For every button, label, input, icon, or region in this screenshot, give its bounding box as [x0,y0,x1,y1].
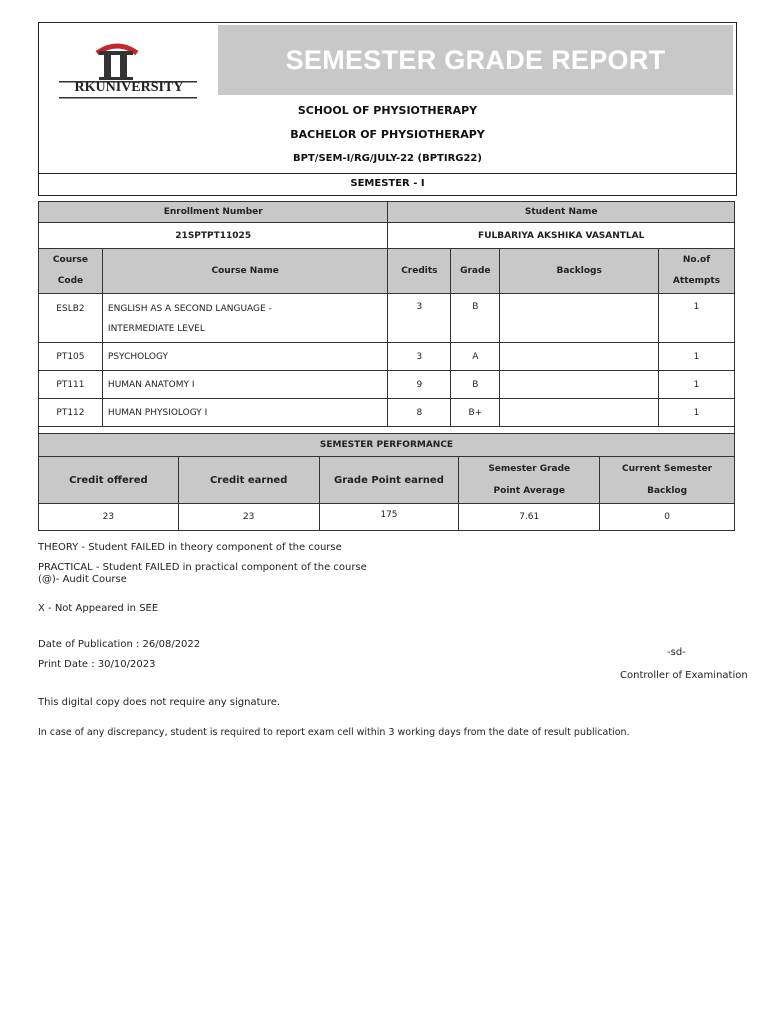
course-grade: A [451,343,500,371]
course-name: HUMAN ANATOMY I [102,371,387,399]
exam-code: BPT/SEM-I/RG/JULY-22 (BPTIRG22) [293,153,482,164]
digital-copy-note: This digital copy does not require any signature. [38,697,281,708]
course-credits: 8 [388,399,451,427]
grade-header: Grade [451,249,500,294]
credit-offered-header: Credit offered [39,457,179,504]
sgpa-header [459,457,600,504]
table-row [39,371,735,399]
course-backlogs [500,399,659,427]
school-name: SCHOOL OF PHYSIOTHERAPY [297,104,478,117]
course-backlogs [500,371,659,399]
performance-table [38,433,735,531]
table-row [39,343,735,371]
course-code: PT112 [39,399,103,427]
note-audit: (@)- Audit Course [38,574,127,585]
course-credits: 3 [388,294,451,343]
report-header [39,23,736,174]
grade-point-header: Grade Point earned [319,457,459,504]
course-name-line1: ENGLISH AS A SECOND LANGUAGE - [107,304,272,314]
backlog-header-line1: Current Semester [622,464,713,474]
program-name: BACHELOR OF PHYSIOTHERAPY [290,128,485,141]
course-attempts: 1 [659,294,735,343]
course-code-header-line2: Code [57,276,84,286]
course-code: ESLB2 [39,294,103,343]
report-header-frame [38,22,737,196]
backlog-header [600,457,735,504]
table-row [39,294,735,343]
course-grade: B [451,294,500,343]
course-name: PSYCHOLOGY [102,343,387,371]
logo-text: RKUNIVERSITY [74,80,184,95]
student-name: FULBARIYA AKSHIKA VASANTLAL [388,223,735,249]
attempts-header [659,249,735,294]
enrollment-number: 21SPTPT11025 [39,223,388,249]
attempts-header-line2: Attempts [672,276,721,286]
controller-label: Controller of Examination [620,670,748,681]
note-theory: THEORY - Student FAILED in theory component of the course [38,542,342,553]
table-row [39,399,735,427]
note-practical: PRACTICAL - Student FAILED in practical component of the course [38,562,367,573]
sgpa-header-line2: Point Average [493,486,565,496]
credit-earned-header: Credit earned [178,457,319,504]
sgpa-value: 7.61 [459,504,600,531]
course-name: HUMAN PHYSIOLOGY I [102,399,387,427]
course-name [102,294,387,343]
discrepancy-note: In case of any discrepancy, student is required to report exam cell within 3 working days from the date of result publication. [38,727,630,738]
course-code-header [39,249,103,294]
university-logo [57,33,217,103]
credits-header: Credits [388,249,451,294]
course-backlogs [500,294,659,343]
course-name-line2: INTERMEDIATE LEVEL [107,324,205,334]
student-name-label: Student Name [388,202,735,223]
enrollment-label: Enrollment Number [39,202,388,223]
course-grade: B+ [451,399,500,427]
course-attempts: 1 [659,371,735,399]
backlog-header-line2: Backlog [647,486,688,496]
report-title: SEMESTER GRADE REPORT [285,44,666,75]
signature-sd: -sd- [667,647,686,658]
course-grade: B [451,371,500,399]
course-credits: 3 [388,343,451,371]
sgpa-header-line1: Semester Grade [488,464,571,474]
attempts-header-line1: No.of [682,255,711,265]
student-course-table [38,201,735,437]
credit-offered-value: 23 [39,504,179,531]
course-code-header-line1: Course [52,255,89,265]
course-credits: 9 [388,371,451,399]
semester-label: SEMESTER - I [350,178,425,189]
publication-date: Date of Publication : 26/08/2022 [38,639,201,650]
course-attempts: 1 [659,399,735,427]
course-code: PT105 [39,343,103,371]
backlog-value: 0 [600,504,735,531]
grade-point-value: 175 [319,504,459,531]
course-name-header: Course Name [102,249,387,294]
course-code: PT111 [39,371,103,399]
print-date: Print Date : 30/10/2023 [38,659,156,670]
course-attempts: 1 [659,343,735,371]
note-not-appeared: X - Not Appeared in SEE [38,603,159,614]
backlogs-header: Backlogs [500,249,659,294]
performance-title: SEMESTER PERFORMANCE [39,434,735,457]
credit-earned-value: 23 [178,504,319,531]
course-backlogs [500,343,659,371]
title-banner [218,25,733,95]
